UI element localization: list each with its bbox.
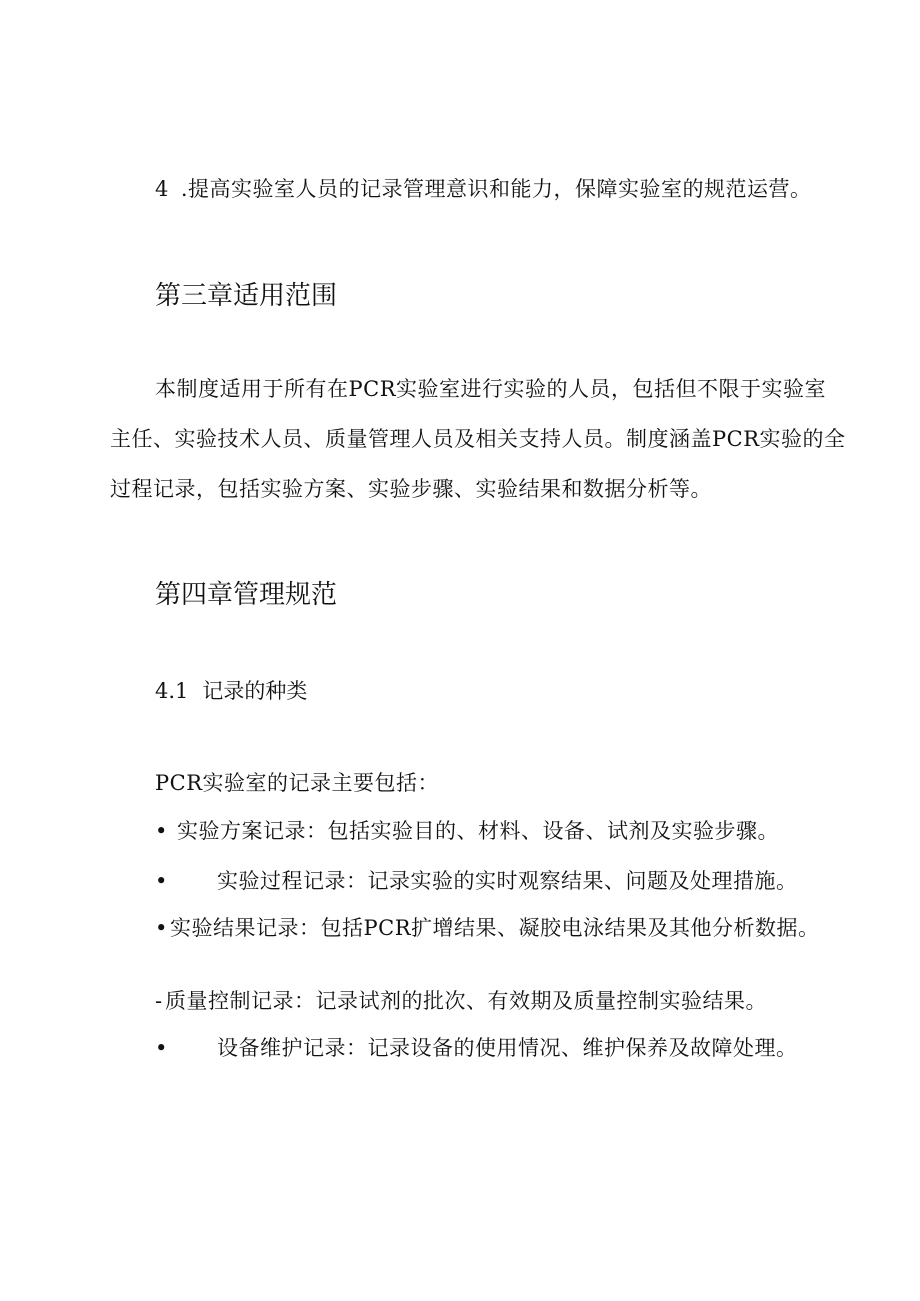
bullet-marker: • (155, 1036, 168, 1060)
chapter-3-title: 第三章适用范围 (155, 281, 338, 311)
bullet-marker: • (155, 869, 168, 893)
chapter-4-title: 第四章管理规范 (155, 580, 338, 610)
record-item (155, 1033, 798, 1063)
record-item-text: 实验方案记录：包括实验目的、材料、设备、试剂及实验步骤。 (177, 819, 779, 843)
bullet-marker: • (155, 916, 168, 940)
section-title: 记录的种类 (202, 679, 308, 703)
list-item-4 (155, 174, 812, 204)
record-item (155, 816, 779, 846)
record-item (155, 913, 820, 943)
item-number: 4 (155, 177, 169, 201)
record-item (155, 986, 767, 1016)
dash-marker: - (155, 989, 163, 1013)
records-intro: PCR实验室的记录主要包括： (155, 771, 440, 795)
section-4-1-heading (155, 676, 307, 706)
record-item-text: 设备维护记录：记录设备的使用情况、维护保养及故障处理。 (217, 1036, 798, 1060)
record-item-text: 实验过程记录：记录实验的实时观察结果、问题及处理措施。 (217, 869, 798, 893)
record-item (155, 866, 798, 896)
chapter-3-paragraph-line-1: 本制度适用于所有在PCR实验室进行实验的人员，包括但不限于实验室 (155, 377, 827, 401)
chapter-3-paragraph-line-2: 主任、实验技术人员、质量管理人员及相关支持人员。制度涵盖PCR实验的全 (110, 427, 846, 451)
record-item-text: 实验结果记录：包括PCR扩增结果、凝胶电泳结果及其他分析数据。 (170, 916, 820, 940)
chapter-3-paragraph-line-3: 过程记录，包括实验方案、实验步骤、实验结果和数据分析等。 (110, 477, 712, 501)
bullet-marker: • (155, 819, 168, 843)
item-text: .提高实验室人员的记录管理意识和能力，保障实验室的规范运营。 (180, 177, 812, 201)
section-number: 4.1 (155, 679, 189, 703)
record-item-text: 质量控制记录：记录试剂的批次、有效期及质量控制实验结果。 (165, 989, 767, 1013)
